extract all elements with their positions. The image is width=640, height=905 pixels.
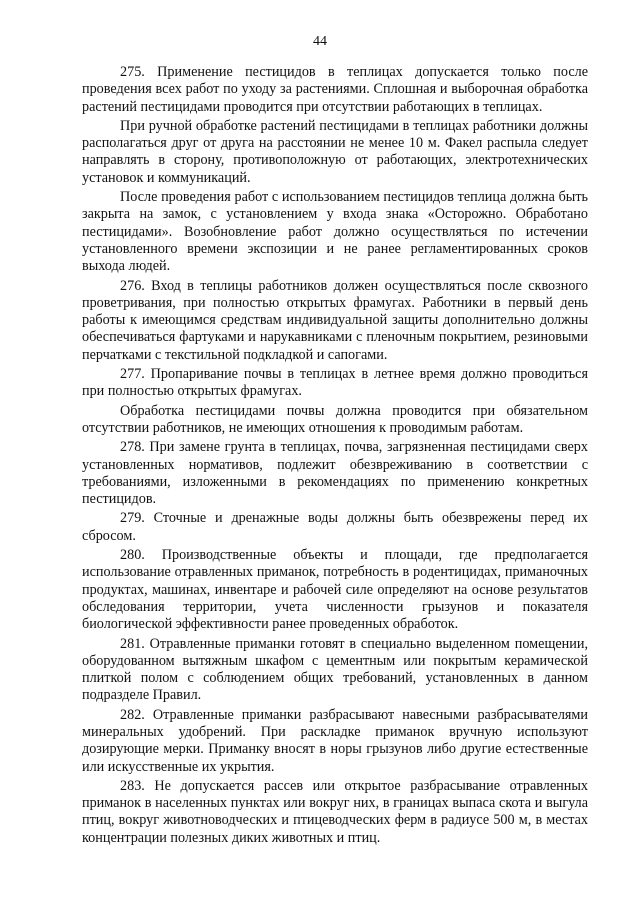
paragraph-281: 281. Отравленные приманки готовят в специально выделенном помещении, оборудованном вытяжным шкафом с цементным или покрытым керамической плиткой полом с соблюдением общих требований, установленных в данном подразделе Правил. bbox=[82, 635, 588, 704]
paragraph-277: 277. Пропаривание почвы в теплицах в летнее время должно проводиться при полностью открытых фрамугах. bbox=[82, 366, 588, 400]
page-number: 44 bbox=[313, 34, 327, 49]
paragraph-280: 280. Производственные объекты и площади, где предполагается использование отравленных приманок, потребность в родентицидах, приманочных продуктах, машинах, инвентаре и рабочей силе определяют на основе результатов обследования территории, учета численности грызунов и показателя биологической эффективности ранее проведенных обработок. bbox=[82, 547, 588, 633]
paragraph-soil-treatment: Обработка пестицидами почвы должна проводится при обязательном отсутствии работников, не имеющих отношения к проводимым работам. bbox=[82, 402, 588, 436]
document-body bbox=[82, 64, 588, 849]
paragraph-276: 276. Вход в теплицы работников должен осуществляться после сквозного проветривания, при полностью открытых фрамугах. Работники в первый день работы к имеющимся средствам индивидуальной защиты дополнительно должны обеспечиваться фартуками и нарукавниками с пленочным покрытием, резиновыми перчатками с текстильной подкладкой и сапогами. bbox=[82, 277, 588, 363]
paragraph-283: 283. Не допускается рассев или открытое разбрасывание отравленных приманок в населенных пунктах или вокруг них, в границах выпаса скота и выгула птиц, вокруг животноводческих и птицеводческих ферм в радиусе 500 м, в местах концентрации полезных диких животных и птиц. bbox=[82, 777, 588, 846]
paragraph-manual-treatment: При ручной обработке растений пестицидами в теплицах работники должны располагаться друг от друга на расстоянии не менее 10 м. Факел распыла следует направлять в сторону, противоположную от работающих, электротехнических установок и коммуникаций. bbox=[82, 117, 588, 186]
paragraph-279: 279. Сточные и дренажные воды должны быть обезврежены перед их сбросом. bbox=[82, 510, 588, 544]
paragraph-278: 278. При замене грунта в теплицах, почва, загрязненная пестицидами сверх установленных нормативов, подлежит обезвреживанию в соответствии с требованиями, изложенными в рекомендациях по применению конкретных пестицидов. bbox=[82, 439, 588, 508]
paragraph-275: 275. Применение пестицидов в теплицах допускается только после проведения всех работ по уходу за растениями. Сплошная и выборочная обработка растений пестицидами проводится при отсутствии работающих в теплицах. bbox=[82, 64, 588, 115]
paragraph-282: 282. Отравленные приманки разбрасывают навесными разбрасывателями минеральных удобрений. При раскладке приманок вручную используют дозирующие мерки. Приманку вносят в норы грызунов либо другие естественные или искусственные их укрытия. bbox=[82, 706, 588, 775]
paragraph-after-treatment: После проведения работ с использованием пестицидов теплица должна быть закрыта на замок, с установлением у входа знака «Осторожно. Обработано пестицидами». Возобновление работ должно осуществляться по истечении установленного времени экспозиции и не ранее регламентированных сроков выхода людей. bbox=[82, 189, 588, 275]
